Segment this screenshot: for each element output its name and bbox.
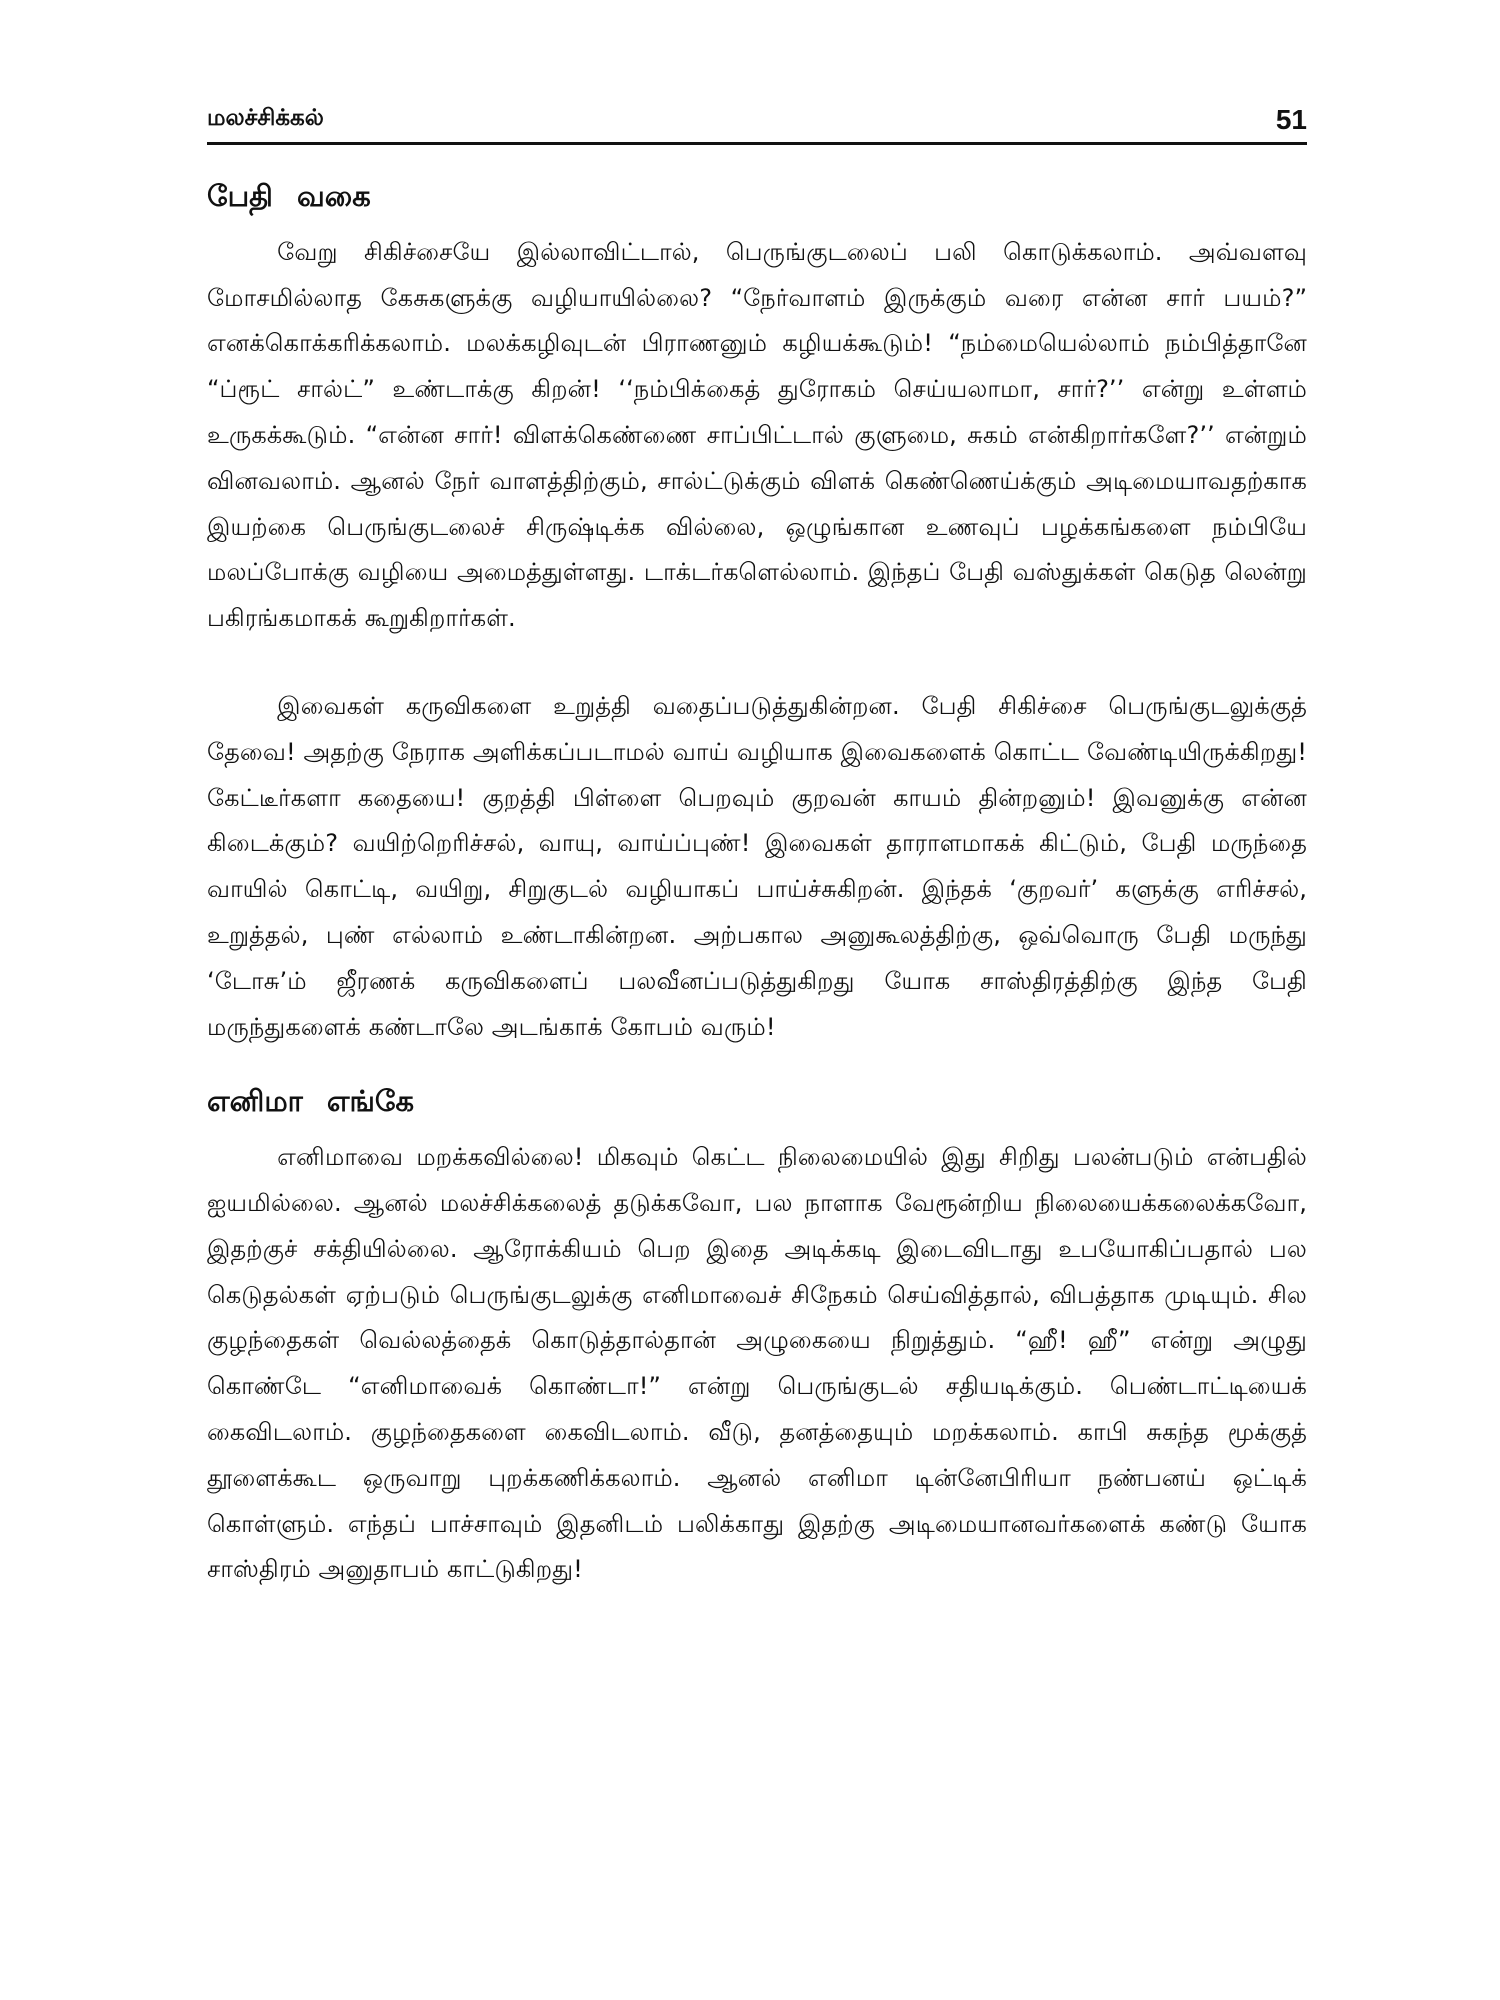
page-number: 51 (1275, 104, 1307, 135)
paragraph-gap (207, 642, 1307, 684)
running-title: மலச்சிக்கல் (207, 105, 324, 131)
page-header (207, 92, 1307, 145)
paragraph: இவைகள் கருவிகளை உறுத்தி வதைப்படுத்துகின்றன. பேதி சிகிச்சை பெருங்குடலுக்குத் தேவை! அதற்கு நேராக அளிக்கப்படாமல் வாய் வழியாக இவைகளைக் கொட்ட வேண்டியிருக்கிறது! கேட்டீர்களா கதையை! குறத்தி பிள்ளை பெறவும் குறவன் காயம் தின்றனும்! இவனுக்கு என்ன கிடைக்கும்? வயிற்றெரிச்சல், வாயு, வாய்ப்புண்! இவைகள் தாராளமாகக் கிட்டும், பேதி மருந்தை வாயில் கொட்டி, வயிறு, சிறுகுடல் வழியாகப் பாய்ச்சுகிறன். இந்தக் ‘குறவர்’ களுக்கு எரிச்சல், உறுத்தல், புண் எல்லாம் உண்டாகின்றன. அற்பகால அனுகூலத்திற்கு, ஒவ்வொரு பேதி மருந்து ‘டோசு’ம் ஜீரணக் கருவிகளைப் பலவீனப்படுத்துகிறது யோக சாஸ்திரத்திற்கு இந்த பேதி மருந்துகளைக் கண்டாலே அடங்காக் கோபம் வரும்! (207, 691, 1307, 1041)
section-enima-enge (207, 1084, 1307, 1593)
section-heading: பேதி வகை (207, 179, 371, 213)
paragraph: எனிமாவை மறக்கவில்லை! மிகவும் கெட்ட நிலைமையில் இது சிறிது பலன்படும் என்பதில் ஐயமில்லை. ஆனல் மலச்சிக்கலைத் தடுக்கவோ, பல நாளாக வேரூன்றிய நிலையைக்கலைக்கவோ, இதற்குச் சக்தியில்லை. ஆரோக்கியம் பெற இதை அடிக்கடி இடைவிடாது உபயோகிப்பதால் பல கெடுதல்கள் ஏற்படும் பெருங்குடலுக்கு எனிமாவைச் சிநேகம் செய்வித்தால், விபத்தாக முடியும். சில குழந்தைகள் வெல்லத்தைக் கொடுத்தால்தான் அழுகையை நிறுத்தும். “ஹீ! ஹீ” என்று அழுது கொண்டே “எனிமாவைக் கொண்டா!” என்று பெருங்குடல் சதியடிக்கும். பெண்டாட்டியைக் கைவிடலாம். குழந்தைகளை கைவிடலாம். வீடு, தனத்தையும் மறக்கலாம். காபி சுகந்த மூக்குத் தூளைக்கூட ஒருவாறு புறக்கணிக்கலாம். ஆனல் எனிமா டின்னேபிரியா நண்பனய் ஒட்டிக் கொள்ளும். எந்தப் பாச்சாவும் இதனிடம் பலிக்காது இதற்கு அடிமையானவர்களைக் கண்டு யோக சாஸ்திரம் அனுதாபம் காட்டுகிறது! (207, 1143, 1307, 1584)
paragraph: வேறு சிகிச்சையே இல்லாவிட்டால், பெருங்குடலைப் பலி கொடுக்கலாம். அவ்வளவு மோசமில்லாத கேசுகளுக்கு வழியாயில்லை? “நேர்வாளம் இருக்கும் வரை என்ன சார் பயம்?” எனக்கொக்கரிக்கலாம். மலக்கழிவுடன் பிராணனும் கழியக்கூடும்! “நம்மையெல்லாம் நம்பித்தானே “ப்ரூட் சால்ட்” உண்டாக்கு கிறன்! ‘‘நம்பிக்கைத் துரோகம் செய்யலாமா, சார்?’’ என்று உள்ளம் உருகக்கூடும். “என்ன சார்! விளக்கெண்ணை சாப்பிட்டால் குளுமை, சுகம் என்கிறார்களே?’’ என்றும் வினவலாம். ஆனல் நேர் வாளத்திற்கும், சால்ட்டுக்கும் விளக் கெண்ணெய்க்கும் அடிமையாவதற்காக இயற்கை பெருங்குடலைச் சிருஷ்டிக்க வில்லை, ஒழுங்கான உணவுப் பழக்கங்களை நம்பியே மலப்போக்கு வழியை அமைத்துள்ளது. டாக்டர்களெல்லாம். இந்தப் பேதி வஸ்துக்கள் கெடுத லென்று பகிரங்கமாகக் கூறுகிறார்கள். (207, 237, 1307, 633)
section-bedhi-vagai (207, 179, 1307, 1050)
book-page (207, 92, 1307, 1972)
section-heading: எனிமா எங்கே (207, 1084, 415, 1119)
